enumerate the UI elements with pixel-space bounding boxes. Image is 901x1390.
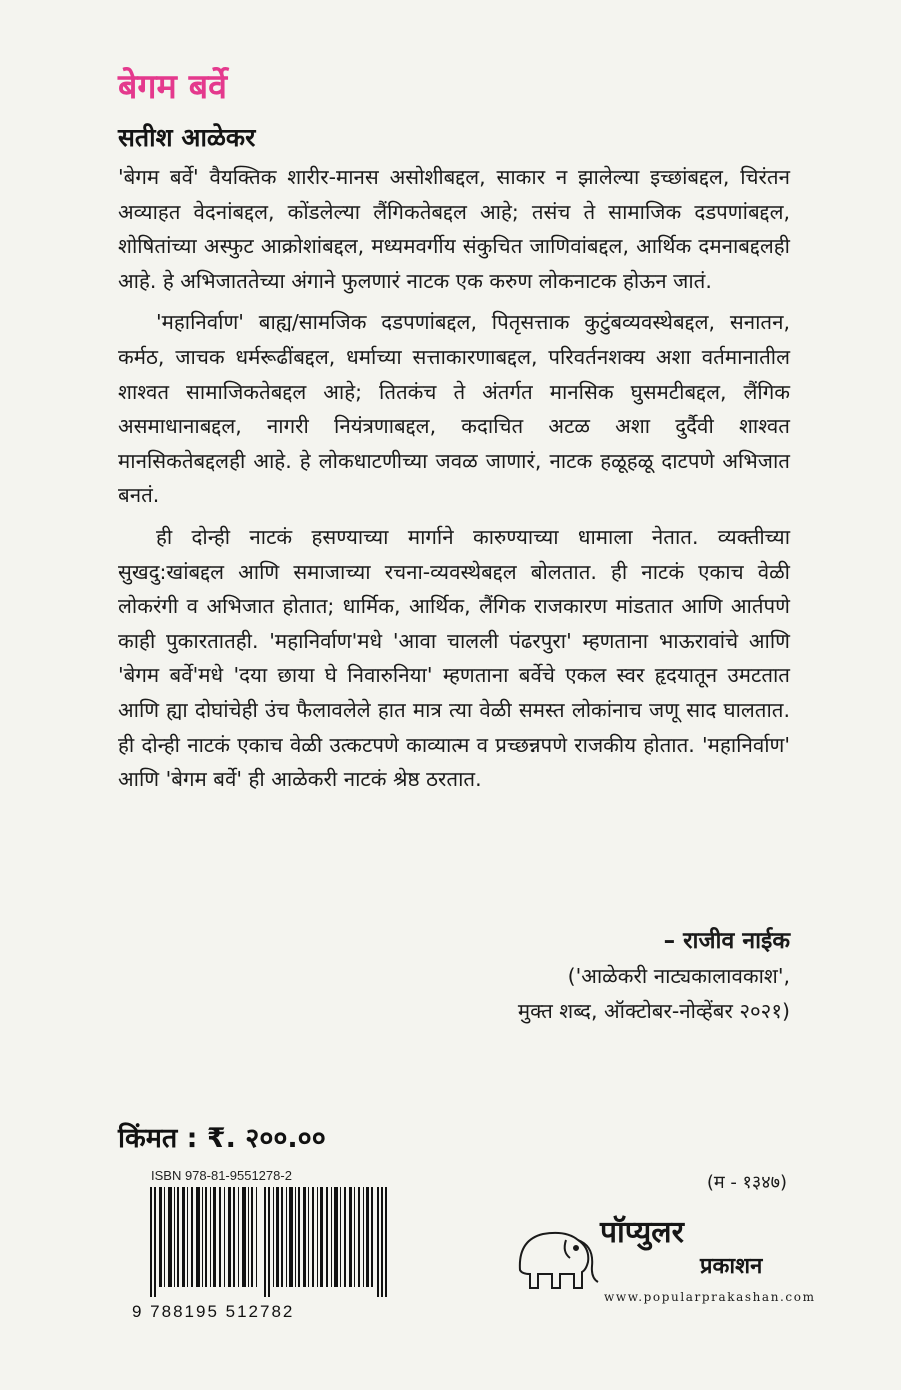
book-title: बेगम बर्वे: [118, 67, 228, 107]
blurb-paragraph: 'बेगम बर्वे' वैयक्तिक शारीर-मानस असोशीबद्दल, साकार न झालेल्या इच्छांबद्दल, चिरंतन अव्याहत वेदनांबद्दल, कोंडलेल्या लैंगिकतेबद्दल आहे; तसंच ते सामाजिक दडपणांबद्दल, शोषितांच्या अस्फुट आक्रोशांबद्दल, मध्यमवर्गीय संकुचित जाणिवांबद्दल, आर्थिक दमनाबद्दलही आहे. हे अभिजाततेच्या अंगाने फुलणारं नाटक एक करुण लोकनाटक होऊन जातं.: [118, 165, 790, 293]
publisher-website: www.popularprakashan.com: [604, 1290, 816, 1304]
blurb-paragraph: ही दोन्ही नाटकं हसण्याच्या मार्गाने कारुण्याच्या धामाला नेतात. व्यक्तीच्या सुखदु:खांबद्दल आणि समाजाच्या रचना-व्यवस्थेबद्दल बोलतात. ही नाटकं एकाच वेळी लोकरंगी व अभिजात होतात; धार्मिक, आर्थिक, लैंगिक राजकारण मांडतात आणि आर्तपणे काही पुकारतातही. 'महानिर्वाण'मधे 'आवा चालली पंढरपुरा' म्हणताना भाऊरावांचे आणि 'बेगम बर्वे'मधे 'दया छाया घे निवारुनिया' म्हणताना बर्वेचे एकल स्वर हृदयातून उमटतात आणि ह्या दोघांचेही उंच फैलावलेले हात मात्र त्या वेळी समस्त लोकांनाच जणू साद घालतात. ही दोन्ही नाटकं एकाच वेळी उत्कटपणे काव्यात्म व प्रच्छन्नपणे राजकीय होतात. 'महानिर्वाण' आणि 'बेगम बर्वे' ही आळेकरी नाटकं श्रेष्ठ ठरतात.: [118, 524, 790, 792]
attribution-name: – राजीव नाईक: [663, 928, 790, 954]
barcode-digits: 9 788195 512782: [132, 1302, 295, 1321]
catalog-code: (म - १३४७): [706, 1172, 787, 1193]
barcode-icon: [150, 1187, 388, 1297]
isbn-label: ISBN 978-81-9551278-2: [151, 1168, 292, 1183]
attribution: [518, 924, 790, 1029]
price-label: किंमत : ₹. २००.००: [118, 1123, 326, 1154]
blurb-text: [118, 160, 790, 804]
publisher-name: पॉप्युलर: [600, 1215, 684, 1250]
publisher-sub: प्रकाशन: [700, 1254, 763, 1279]
attribution-source: ('आळेकरी नाट्यकालावकाश',: [567, 964, 790, 988]
blurb-paragraph: 'महानिर्वाण' बाह्य/सामजिक दडपणांबद्दल, पितृसत्ताक कुटुंबव्यवस्थेबद्दल, सनातन, कर्मठ, जाचक धर्मरूढींबद्दल, धर्माच्या सत्ताकारणाबद्दल, परिवर्तनशक्य अशा वर्तमानातील शाश्वत सामाजिकतेबद्दल आहे; तितकंच ते अंतर्गत मानसिक घुसमटीबद्दल, लैंगिक असमाधानाबद्दल, नागरी नियंत्रणाबद्दल, कदाचित अटळ अशा दुर्दैवी शाश्वत मानसिकतेबद्दलही आहे. हे लोकधाटणीच्या जवळ जाणारं, नाटक हळूहळू दाटपणे अभिजात बनतं.: [118, 310, 790, 508]
attribution-source: मुक्त शब्द, ऑक्टोबर-नोव्हेंबर २०२१): [517, 999, 790, 1023]
book-author: सतीश आळेकर: [118, 123, 256, 152]
